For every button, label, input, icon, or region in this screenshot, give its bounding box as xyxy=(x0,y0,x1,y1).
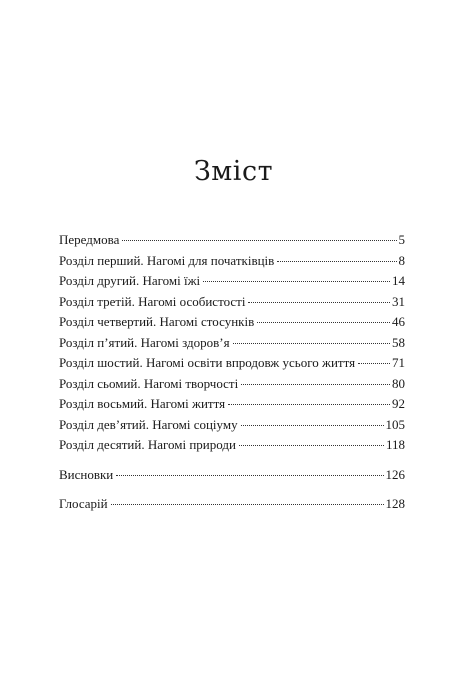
toc-entry-chapter-1[interactable] xyxy=(59,251,405,272)
toc-entry-label: Розділ перший. Нагомі для початківців xyxy=(59,252,275,268)
toc-page-number: 46 xyxy=(392,314,405,329)
toc-entry-chapter-3[interactable] xyxy=(59,292,405,313)
toc-entry-label: Розділ п’ятий. Нагомі здоров’я xyxy=(59,334,230,350)
toc-entry-chapter-9[interactable] xyxy=(59,415,405,436)
dot-leader xyxy=(203,281,390,282)
dot-leader xyxy=(248,302,390,303)
toc-page-number: 118 xyxy=(385,437,405,452)
toc-page-number: 105 xyxy=(385,416,405,432)
toc-entry-label: Висновки xyxy=(59,466,114,482)
toc-entry-chapter-2[interactable] xyxy=(59,271,405,292)
toc-page-number: 71 xyxy=(392,355,405,370)
toc-page-number: 31 xyxy=(392,293,405,309)
dot-leader xyxy=(277,261,396,262)
toc-entry-chapter-8[interactable] xyxy=(59,394,405,415)
toc-entry-glossary[interactable] xyxy=(59,494,405,515)
dot-leader xyxy=(111,504,384,505)
page-title: Зміст xyxy=(193,156,274,187)
toc-entry-label: Розділ дев’ятий. Нагомі соціуму xyxy=(59,416,238,432)
toc-entry-chapter-5[interactable] xyxy=(59,333,405,354)
toc-entry-label: Розділ шостий. Нагомі освіти впродовж усього життя xyxy=(59,355,356,370)
dot-leader xyxy=(228,404,390,405)
toc-page-number: 92 xyxy=(392,396,405,411)
toc-entry-label: Передмова xyxy=(59,232,120,247)
toc-entry-chapter-6[interactable] xyxy=(59,353,405,374)
dot-leader xyxy=(116,475,383,476)
toc-entry-chapter-10[interactable] xyxy=(59,435,405,456)
toc-entry-label: Розділ сьомий. Нагомі творчості xyxy=(59,375,239,391)
toc-entry-label: Розділ восьмий. Нагомі життя xyxy=(59,396,226,411)
dot-leader xyxy=(233,343,390,344)
toc-entry-preface[interactable] xyxy=(59,230,405,251)
toc-page-number: 126 xyxy=(385,466,405,482)
toc-entry-label: Розділ десятий. Нагомі природи xyxy=(59,437,236,452)
dot-leader xyxy=(239,445,384,446)
toc-entry-label: Глосарій xyxy=(59,496,108,511)
dot-leader xyxy=(257,322,390,323)
dot-leader xyxy=(122,240,396,241)
table-of-contents xyxy=(59,230,405,515)
dot-leader xyxy=(358,363,390,364)
toc-page-number: 14 xyxy=(392,273,405,288)
toc-page-number: 128 xyxy=(385,496,405,511)
dot-leader xyxy=(241,425,384,426)
toc-entry-label: Розділ четвертий. Нагомі стосунків xyxy=(59,314,255,329)
toc-entry-chapter-4[interactable] xyxy=(59,312,405,333)
toc-page-number: 58 xyxy=(392,334,405,350)
toc-entry-chapter-7[interactable] xyxy=(59,374,405,395)
toc-page-number: 80 xyxy=(392,375,405,391)
dot-leader xyxy=(241,384,390,385)
toc-entry-label: Розділ другий. Нагомі їжі xyxy=(59,273,201,288)
toc-page-number: 5 xyxy=(398,232,405,247)
toc-entry-label: Розділ третій. Нагомі особистості xyxy=(59,293,246,309)
toc-entry-conclusions[interactable] xyxy=(59,465,405,486)
toc-page-number: 8 xyxy=(398,252,405,268)
